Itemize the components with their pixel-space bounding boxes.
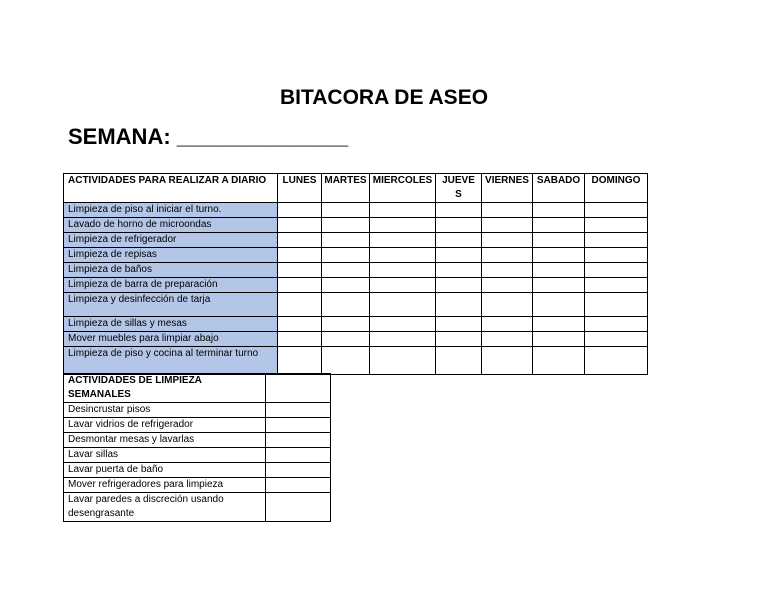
- daily-check-cell[interactable]: [370, 263, 436, 278]
- daily-check-cell[interactable]: [278, 248, 322, 263]
- weekly-activity-label: Lavar vidrios de refrigerador: [64, 418, 266, 433]
- day-header-viernes: VIERNES: [482, 174, 533, 203]
- daily-check-cell[interactable]: [436, 218, 482, 233]
- daily-activity-row: [64, 203, 648, 218]
- daily-check-cell[interactable]: [322, 233, 370, 248]
- daily-check-cell[interactable]: [585, 332, 648, 347]
- weekly-check-cell[interactable]: [266, 403, 331, 418]
- day-header-miercoles: MIERCOLES: [370, 174, 436, 203]
- daily-activity-label: Limpieza de refrigerador: [64, 233, 278, 248]
- daily-activity-label: Limpieza y desinfección de tarja: [64, 293, 278, 317]
- daily-check-cell[interactable]: [322, 317, 370, 332]
- daily-check-cell[interactable]: [533, 347, 585, 375]
- daily-activity-row: [64, 218, 648, 233]
- weekly-activity-row: [64, 493, 331, 522]
- weekly-check-header: [266, 374, 331, 403]
- daily-check-cell[interactable]: [585, 203, 648, 218]
- day-header-domingo: DOMINGO: [585, 174, 648, 203]
- weekly-check-cell[interactable]: [266, 433, 331, 448]
- daily-check-cell[interactable]: [533, 317, 585, 332]
- daily-check-cell[interactable]: [278, 317, 322, 332]
- daily-check-cell[interactable]: [585, 293, 648, 317]
- daily-check-cell[interactable]: [533, 293, 585, 317]
- daily-check-cell[interactable]: [370, 332, 436, 347]
- daily-check-cell[interactable]: [322, 203, 370, 218]
- daily-activity-row: [64, 233, 648, 248]
- daily-activity-row: [64, 248, 648, 263]
- daily-activity-row: [64, 332, 648, 347]
- daily-check-cell[interactable]: [436, 293, 482, 317]
- daily-check-cell[interactable]: [322, 218, 370, 233]
- weekly-activity-row: [64, 403, 331, 418]
- daily-check-cell[interactable]: [585, 218, 648, 233]
- daily-check-cell[interactable]: [278, 347, 322, 375]
- daily-check-cell[interactable]: [533, 218, 585, 233]
- daily-check-cell[interactable]: [322, 278, 370, 293]
- weekly-activities-header: ACTIVIDADES DE LIMPIEZA SEMANALES: [64, 374, 266, 403]
- weekly-activity-label: Lavar puerta de baño: [64, 463, 266, 478]
- weekly-activity-row: [64, 433, 331, 448]
- daily-check-cell[interactable]: [585, 248, 648, 263]
- daily-check-cell[interactable]: [482, 233, 533, 248]
- weekly-check-cell[interactable]: [266, 463, 331, 478]
- daily-activity-row: [64, 293, 648, 317]
- daily-check-cell[interactable]: [585, 278, 648, 293]
- daily-activity-row: [64, 278, 648, 293]
- weekly-activity-label: Lavar paredes a discreción usando desengrasante: [64, 493, 266, 522]
- daily-activities-header: ACTIVIDADES PARA REALIZAR A DIARIO: [64, 174, 278, 203]
- weekly-activity-label: Mover refrigeradores para limpieza: [64, 478, 266, 493]
- weekly-header-row: [64, 374, 331, 403]
- daily-activity-label: Limpieza de barra de preparación: [64, 278, 278, 293]
- daily-check-cell[interactable]: [322, 293, 370, 317]
- week-label: SEMANA: ______________: [68, 124, 349, 149]
- daily-check-cell[interactable]: [278, 332, 322, 347]
- daily-check-cell[interactable]: [278, 233, 322, 248]
- daily-check-cell[interactable]: [370, 317, 436, 332]
- daily-check-cell[interactable]: [436, 203, 482, 218]
- weekly-check-cell[interactable]: [266, 478, 331, 493]
- daily-check-cell[interactable]: [370, 293, 436, 317]
- daily-check-cell[interactable]: [436, 233, 482, 248]
- day-header-jueves-text: JUEVE S: [442, 175, 475, 200]
- weekly-table-body: [64, 403, 331, 522]
- daily-check-cell[interactable]: [436, 347, 482, 375]
- day-header-sabado: SABADO: [533, 174, 585, 203]
- daily-check-cell[interactable]: [482, 218, 533, 233]
- daily-check-cell[interactable]: [278, 278, 322, 293]
- daily-check-cell[interactable]: [482, 347, 533, 375]
- daily-check-cell[interactable]: [482, 263, 533, 278]
- daily-check-cell[interactable]: [482, 248, 533, 263]
- daily-check-cell[interactable]: [278, 203, 322, 218]
- daily-activity-row: [64, 347, 648, 375]
- daily-activity-label: Mover muebles para limpiar abajo: [64, 332, 278, 347]
- daily-check-cell[interactable]: [533, 278, 585, 293]
- day-header-lunes: LUNES: [278, 174, 322, 203]
- daily-table-body: [64, 203, 648, 375]
- daily-check-cell[interactable]: [370, 278, 436, 293]
- daily-activity-row: [64, 317, 648, 332]
- daily-check-cell[interactable]: [370, 233, 436, 248]
- daily-check-cell[interactable]: [436, 278, 482, 293]
- daily-activity-row: [64, 263, 648, 278]
- daily-check-cell[interactable]: [482, 317, 533, 332]
- daily-check-cell[interactable]: [436, 263, 482, 278]
- daily-check-cell[interactable]: [278, 218, 322, 233]
- daily-check-cell[interactable]: [482, 293, 533, 317]
- daily-check-cell[interactable]: [585, 317, 648, 332]
- daily-activity-label: Limpieza de sillas y mesas: [64, 317, 278, 332]
- weekly-activity-label: Desincrustar pisos: [64, 403, 266, 418]
- daily-check-cell[interactable]: [322, 263, 370, 278]
- weekly-activities-table: [63, 373, 331, 522]
- weekly-activity-row: [64, 418, 331, 433]
- daily-check-cell[interactable]: [533, 203, 585, 218]
- daily-check-cell[interactable]: [436, 332, 482, 347]
- daily-check-cell[interactable]: [370, 203, 436, 218]
- daily-check-cell[interactable]: [322, 347, 370, 375]
- weekly-activity-row: [64, 478, 331, 493]
- daily-check-cell[interactable]: [322, 248, 370, 263]
- weekly-check-cell[interactable]: [266, 493, 331, 522]
- daily-activities-table: [63, 173, 648, 375]
- daily-activity-label: Limpieza de repisas: [64, 248, 278, 263]
- daily-activity-label: Lavado de horno de microondas: [64, 218, 278, 233]
- daily-header-row: [64, 174, 648, 203]
- daily-check-cell[interactable]: [370, 347, 436, 375]
- weekly-activity-label: Desmontar mesas y lavarlas: [64, 433, 266, 448]
- daily-check-cell[interactable]: [585, 347, 648, 375]
- day-header-martes: MARTES: [322, 174, 370, 203]
- daily-check-cell[interactable]: [436, 317, 482, 332]
- page-title: BITACORA DE ASEO: [279, 86, 489, 109]
- weekly-activity-row: [64, 448, 331, 463]
- daily-check-cell[interactable]: [322, 332, 370, 347]
- daily-check-cell[interactable]: [370, 218, 436, 233]
- daily-check-cell[interactable]: [370, 248, 436, 263]
- daily-check-cell[interactable]: [482, 278, 533, 293]
- daily-check-cell[interactable]: [533, 263, 585, 278]
- daily-check-cell[interactable]: [482, 332, 533, 347]
- daily-check-cell[interactable]: [482, 203, 533, 218]
- day-header-jueves: [436, 174, 482, 203]
- weekly-check-cell[interactable]: [266, 448, 331, 463]
- daily-check-cell[interactable]: [278, 263, 322, 278]
- weekly-check-cell[interactable]: [266, 418, 331, 433]
- daily-check-cell[interactable]: [436, 248, 482, 263]
- weekly-activity-label: Lavar sillas: [64, 448, 266, 463]
- daily-activity-label: Limpieza de piso y cocina al terminar turno: [64, 347, 278, 375]
- daily-activity-label: Limpieza de piso al iniciar el turno.: [64, 203, 278, 218]
- daily-check-cell[interactable]: [278, 293, 322, 317]
- daily-check-cell[interactable]: [533, 248, 585, 263]
- daily-check-cell[interactable]: [533, 233, 585, 248]
- daily-activity-label: Limpieza de baños: [64, 263, 278, 278]
- daily-check-cell[interactable]: [585, 233, 648, 248]
- weekly-activity-row: [64, 463, 331, 478]
- daily-check-cell[interactable]: [585, 263, 648, 278]
- daily-check-cell[interactable]: [533, 332, 585, 347]
